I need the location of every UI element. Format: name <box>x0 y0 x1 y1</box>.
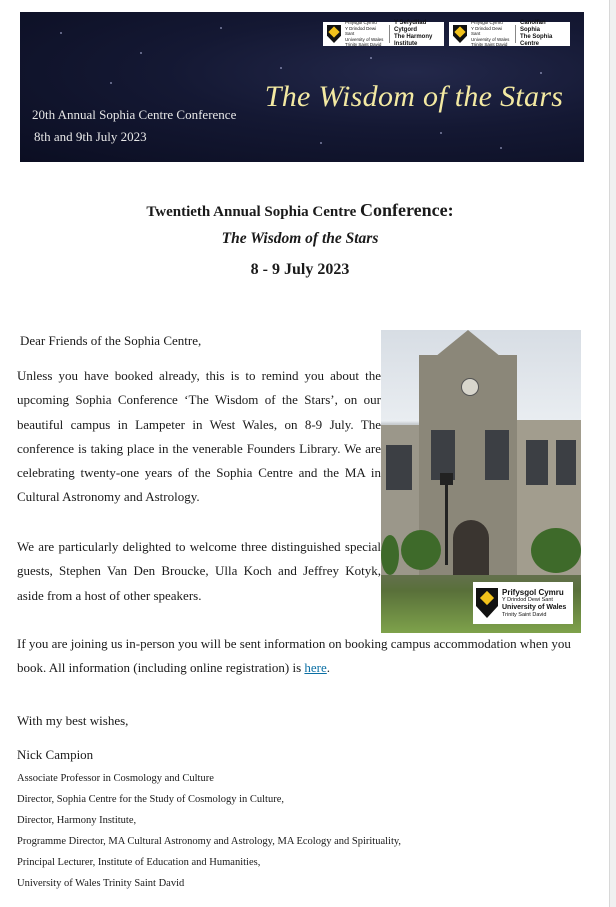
logo-welsh-name: Prifysgol Cymru <box>345 20 377 26</box>
heading-prefix: Twentieth Annual Sophia Centre <box>146 204 360 220</box>
logo-welsh-name: Prifysgol Cymru <box>471 20 503 26</box>
paragraph-booking <box>17 632 585 681</box>
university-shield-icon <box>476 588 498 618</box>
heading-conference: Conference: <box>360 200 454 220</box>
institute-welsh-name: Y Sefydliad Cytgord <box>394 20 427 33</box>
logo-english-sub: Trinity Saint David <box>502 611 547 618</box>
paragraph-reminder: Unless you have booked already, this is to remind you about the upcoming Sophia Conference ‘The Wisdom of the Stars’, on our beautiful campus in Lampeter in West Wales, on 8-9 July. The conference is taking place in the venerable Founders Library. We are celebrating twenty-one years of the Sophia Centre and the MA in Cultural Astronomy and Astrology. <box>17 368 381 505</box>
institute-english-name: The Harmony Institute <box>394 34 433 47</box>
heading-subtitle: The Wisdom of the Stars <box>221 230 379 247</box>
university-shield-icon <box>327 25 341 43</box>
logo-english-sub: Trinity Saint David <box>471 42 508 48</box>
signature-title: University of Wales Trinity Saint David <box>17 878 185 889</box>
banner-title: The Wisdom of the Stars <box>264 80 564 113</box>
signature-title: Associate Professor in Cosmology and Culture <box>17 773 214 784</box>
clock-icon <box>461 378 479 396</box>
harmony-institute-logo <box>323 22 444 46</box>
booking-text: If you are joining us in-person you will be sent information on booking campus accommodation when you book. All information (including online registration) is <box>17 636 571 676</box>
logo-english-name: University of Wales <box>471 36 510 42</box>
sophia-centre-logo <box>449 22 570 46</box>
logo-english-sub: Trinity Saint David <box>345 42 382 48</box>
logo-welsh-name: Prifysgol Cymru <box>502 587 564 597</box>
entrance-door <box>453 520 489 575</box>
logo-english-name: University of Wales <box>345 36 384 42</box>
conference-banner <box>20 12 584 162</box>
logo-divider <box>515 25 516 43</box>
signature-title: Director, Harmony Institute, <box>17 815 137 826</box>
campus-building-photo <box>381 330 581 633</box>
heading-dates: 8 - 9 July 2023 <box>250 261 350 278</box>
banner-conference-name: 20th Annual Sophia Centre Conference <box>32 107 237 122</box>
greeting: Dear Friends of the Sophia Centre, <box>20 333 202 348</box>
page-heading <box>0 200 600 221</box>
scrollbar-track[interactable] <box>609 0 616 907</box>
centre-english-name: The Sophia Centre <box>520 34 553 47</box>
signature-title: Programme Director, MA Cultural Astronomy and Astrology, MA Ecology and Spirituality, <box>17 836 402 847</box>
booking-text-end: . <box>326 660 331 676</box>
logo-welsh-sub: Y Drindod Dewi Sant <box>471 25 503 37</box>
signature-titles <box>17 768 401 894</box>
logo-welsh-sub: Y Drindod Dewi Sant <box>345 25 377 37</box>
registration-link[interactable]: here <box>304 660 327 676</box>
logo-english-name: University of Wales <box>502 603 567 611</box>
logo-divider <box>389 25 390 43</box>
centre-welsh-name: Canolfan Sophia <box>520 20 546 33</box>
signature-name: Nick Campion <box>17 747 94 762</box>
university-logo <box>473 582 573 624</box>
paragraph-guests: We are particularly delighted to welcome three distinguished special guests, Stephen Van Den Broucke, Ulla Koch and Jeffrey Kotyk, aside from a host of other speakers. <box>17 539 381 603</box>
signature-title: Principal Lecturer, Institute of Education and Humanities, <box>17 857 261 868</box>
university-shield-icon <box>453 25 467 43</box>
logo-welsh-sub: Y Drindod Dewi Sant <box>502 596 553 603</box>
banner-dates: 8th and 9th July 2023 <box>34 129 147 144</box>
closing: With my best wishes, <box>17 713 129 728</box>
signature-title: Director, Sophia Centre for the Study of Cosmology in Culture, <box>17 794 285 805</box>
